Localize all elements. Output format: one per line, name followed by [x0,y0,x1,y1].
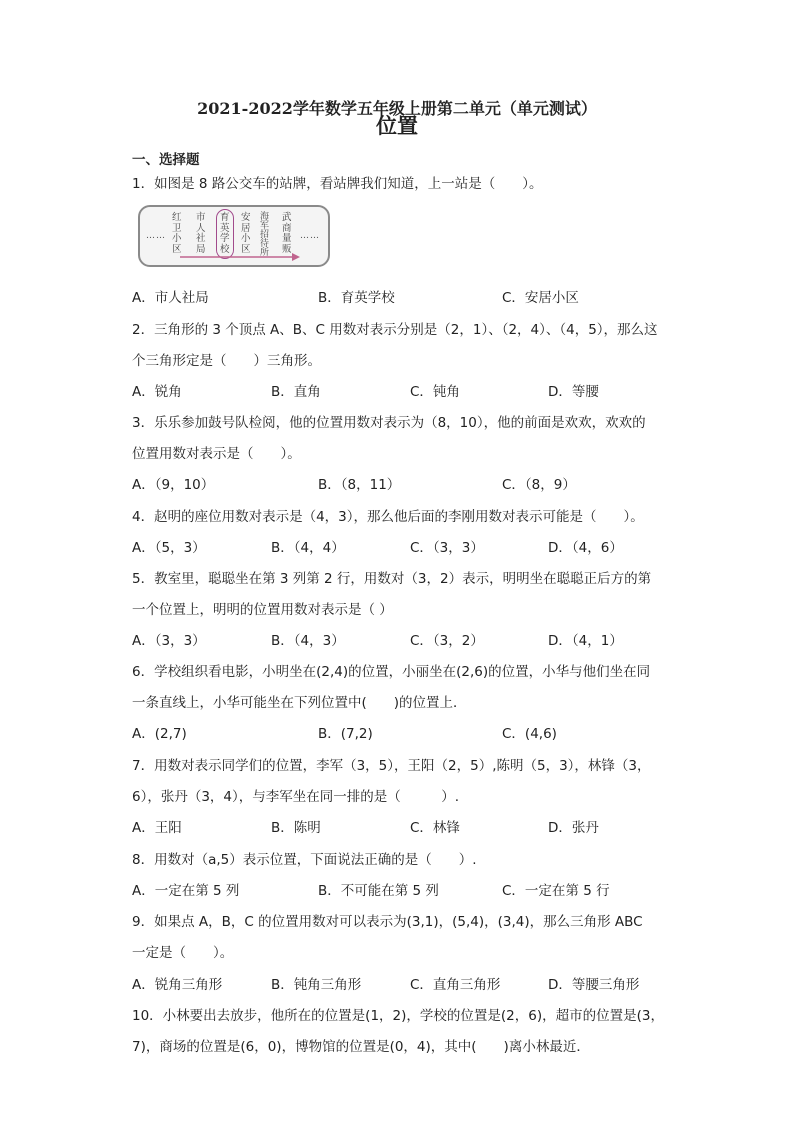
question-4-option-d[interactable]: D．（4，6） [548,540,623,556]
question-1-option-b[interactable]: B．育英学校 [318,290,395,306]
question-8-option-a[interactable]: A．一定在第 5 列 [132,883,240,899]
question-9-option-c[interactable]: C．直角三角形 [410,977,501,993]
question-4-option-b[interactable]: B．（4，4） [271,540,345,556]
question-3-option-b[interactable]: B．（8，11） [318,477,401,493]
question-9-option-a[interactable]: A．锐角三角形 [132,977,223,993]
question-4-line-1: 4．赵明的座位用数对表示是（4，3），那么他后面的李刚用数对表示可能是（ ）。 [132,509,644,525]
question-2-line-2: 个三角形定是（ ）三角形。 [132,353,321,369]
question-10-line-2: 7)，商场的位置是(6，0)，博物馆的位置是(0，4)，其中( )离小林最近． [132,1039,590,1055]
bus-stop-name: 安居小区 [241,212,251,255]
question-7-option-a[interactable]: A．王阳 [132,820,182,836]
question-7-option-d[interactable]: D．张丹 [548,820,599,836]
question-2-option-c[interactable]: C．钝角 [410,384,460,400]
section-heading: 一、选择题 [132,152,200,168]
question-10-line-1: 10．小林要出去放步，他所在的位置是(1，2)，学校的位置是(2，6)，超市的位置是(3， [132,1008,664,1024]
question-5-option-c[interactable]: C．（3，2） [410,633,484,649]
bus-stop-name: 市人社局 [196,212,206,255]
question-2-line-1: 2．三角形的 3 个顶点 A、B、C 用数对表示分别是（2，1）、（2，4）、（4，5），那么这 [132,322,658,338]
question-8-option-b[interactable]: B．不可能在第 5 列 [318,883,439,899]
question-1-option-c[interactable]: C．安居小区 [502,290,579,306]
question-6-line-1: 6．学校组织看电影，小明坐在(2,4)的位置，小丽坐在(2,6)的位置，小华与他们坐在同 [132,664,651,680]
question-9-line-2: 一定是（ ）。 [132,945,234,961]
bus-stop-name: 武商量贩 [282,212,292,255]
question-8-option-c[interactable]: C．一定在第 5 行 [502,883,610,899]
question-3-option-c[interactable]: C．（8，9） [502,477,576,493]
question-6-option-b[interactable]: B．(7,2) [318,726,373,742]
question-6-option-a[interactable]: A．(2,7) [132,726,187,742]
bus-stop-sign [138,205,330,267]
question-7-line-2: 6），张丹（3，4），与李军坐在同一排的是（ ）. [132,789,460,805]
question-5-option-a[interactable]: A．（3，3） [132,633,206,649]
question-1-line-1: 1．如图是 8 路公交车的站牌，看站牌我们知道，上一站是（ ）。 [132,176,543,192]
question-9-line-1: 9．如果点 A，B，C 的位置用数对可以表示为(3,1)，(5,4)，(3,4)，那么三角形 ABC [132,914,643,930]
question-5-line-2: 一个位置上，明明的位置用数对表示是（ ） [132,602,393,618]
question-3-line-2: 位置用数对表示是（ ）。 [132,446,301,462]
question-5-option-b[interactable]: B．（4，3） [271,633,345,649]
question-8-line-1: 8．用数对（a,5）表示位置，下面说法正确的是（ ）. [132,852,477,868]
question-3-line-1: 3．乐乐参加鼓号队检阅，他的位置用数对表示为（8，10），他的前面是欢欢，欢欢的 [132,415,646,431]
page-title: 2021-2022学年数学五年级上册第二单元（单元测试） [197,99,597,118]
question-5-line-1: 5．教室里，聪聪坐在第 3 列第 2 行，用数对（3，2）表示，明明坐在聪聪正后方的第 [132,571,652,587]
question-2-option-d[interactable]: D．等腰 [548,384,599,400]
question-6-line-2: 一条直线上，小华可能坐在下列位置中( )的位置上． [132,695,467,711]
question-6-option-c[interactable]: C．(4,6) [502,726,557,742]
direction-arrow-icon [180,253,300,261]
question-1-option-a[interactable]: A．市人社局 [132,290,209,306]
page-subtitle: 位置 [376,114,418,138]
question-3-option-a[interactable]: A．（9，10） [132,477,215,493]
question-2-option-b[interactable]: B．直角 [271,384,321,400]
question-9-option-d[interactable]: D．等腰三角形 [548,977,640,993]
question-9-option-b[interactable]: B．钝角三角形 [271,977,362,993]
question-7-option-b[interactable]: B．陈明 [271,820,321,836]
bus-stop-name: 红卫小区 [172,212,182,255]
question-4-option-c[interactable]: C．（3，3） [410,540,484,556]
sign-dots-right: …… [300,231,320,241]
question-7-option-c[interactable]: C．林锋 [410,820,460,836]
question-2-option-a[interactable]: A．锐角 [132,384,182,400]
bus-stop-name: 海军招待所 [260,212,270,258]
sign-dots-left: …… [146,231,166,241]
bus-stop-name-current: 育英学校 [220,212,230,255]
question-7-line-1: 7．用数对表示同学们的位置，李军（3，5），王阳（2，5）,陈明（5，3），林锋（3， [132,758,651,774]
question-4-option-a[interactable]: A．（5，3） [132,540,206,556]
question-5-option-d[interactable]: D．（4，1） [548,633,623,649]
